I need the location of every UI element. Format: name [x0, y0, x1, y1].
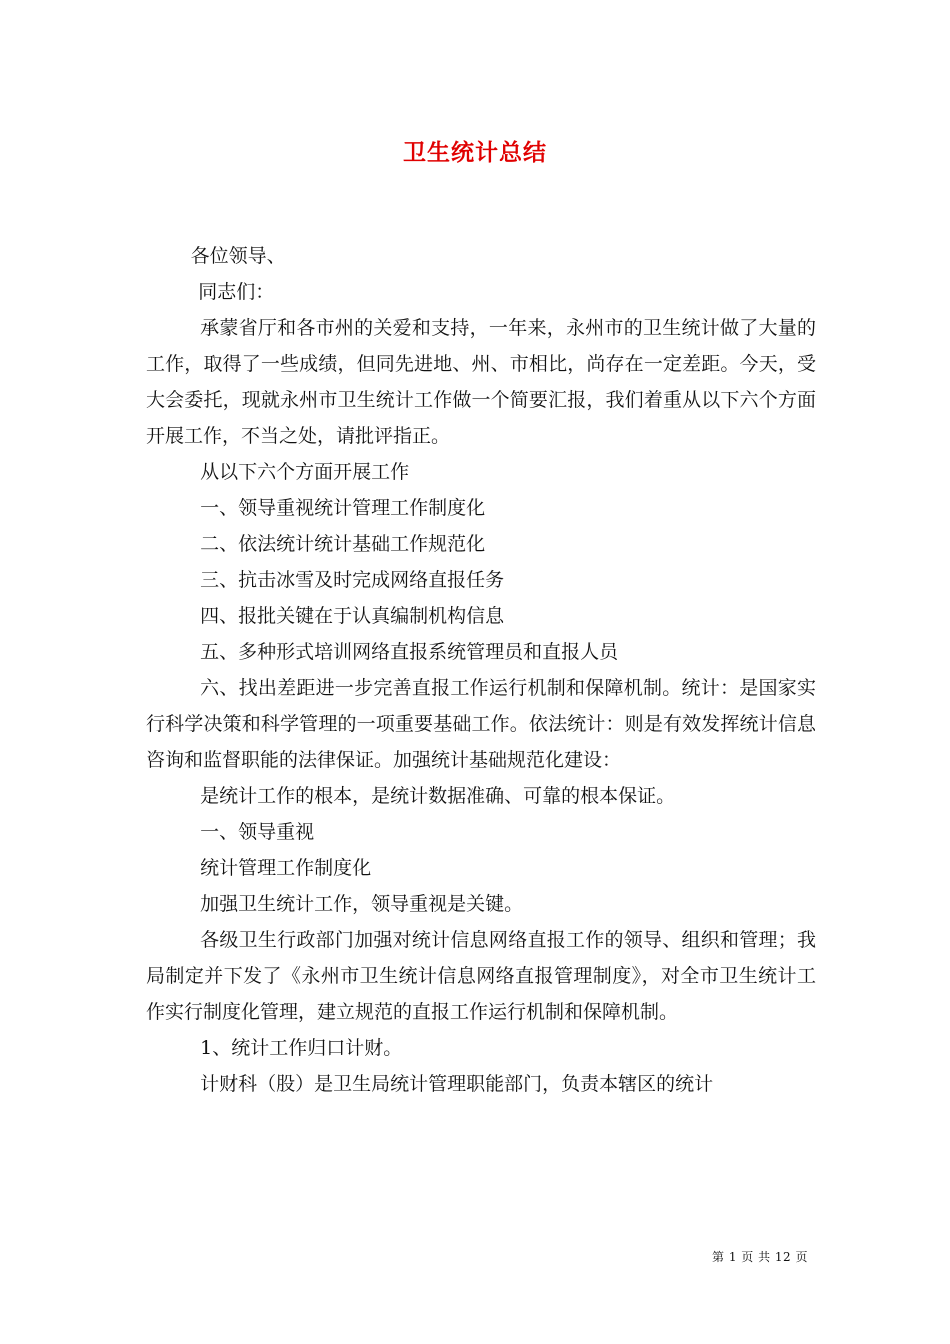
section-subheading-1: 统计管理工作制度化	[200, 857, 372, 879]
list-item-4: 四、报批关键在于认真编制机构信息	[200, 605, 505, 627]
paragraph-finance-dept: 计财科（股）是卫生局统计管理职能部门，负责本辖区的统计	[200, 1073, 714, 1095]
paragraph-overview-heading: 从以下六个方面开展工作	[200, 461, 410, 483]
list-item-1: 一、领导重视统计管理工作制度化	[200, 497, 486, 519]
paragraph-management: 各级卫生行政部门加强对统计信息网络直报工作的领导、组织和管理；我局制定并下发了《永州市卫生统计信息网络直报管理制度》，对全市卫生统计工作实行制度化管理，建立规范的直报工作运行机制和保障机制。	[146, 929, 816, 1023]
paragraph-salutation-1: 各位领导、	[190, 245, 286, 267]
list-item-2: 二、依法统计统计基础工作规范化	[200, 533, 486, 555]
section-heading-1: 一、领导重视	[200, 821, 315, 843]
paragraph-salutation-2: 同志们：	[198, 281, 275, 303]
list-item-6: 六、找出差距进一步完善直报工作运行机制和保障机制。统计：是国家实行科学决策和科学管理的一项重要基础工作。依法统计：则是有效发挥统计信息咨询和监督职能的法律保证。加强统计基础规范化建设：	[146, 677, 816, 771]
paragraph-intro: 承蒙省厅和各市州的关爱和支持，一年来，永州市的卫生统计做了大量的工作，取得了一些成绩，但同先进地、州、市相比，尚存在一定差距。今天，受大会委托，现就永州市卫生统计工作做一个简要汇报，我们着重从以下六个方面开展工作，不当之处，请批评指正。	[146, 317, 816, 447]
paragraph-numbered-1: 1、统计工作归口计财。	[200, 1037, 403, 1059]
paragraph-foundation: 是统计工作的根本，是统计数据准确、可靠的根本保证。	[200, 785, 676, 807]
document-body	[146, 238, 816, 1102]
document-title: 卫生统计总结	[403, 139, 547, 166]
list-item-5: 五、多种形式培训网络直报系统管理员和直报人员	[200, 641, 619, 663]
list-item-3: 三、抗击冰雪及时完成网络直报任务	[200, 569, 505, 591]
paragraph-key-point: 加强卫生统计工作，领导重视是关键。	[200, 893, 524, 915]
page-number-footer: 第 1 页 共 12 页	[712, 1250, 808, 1264]
